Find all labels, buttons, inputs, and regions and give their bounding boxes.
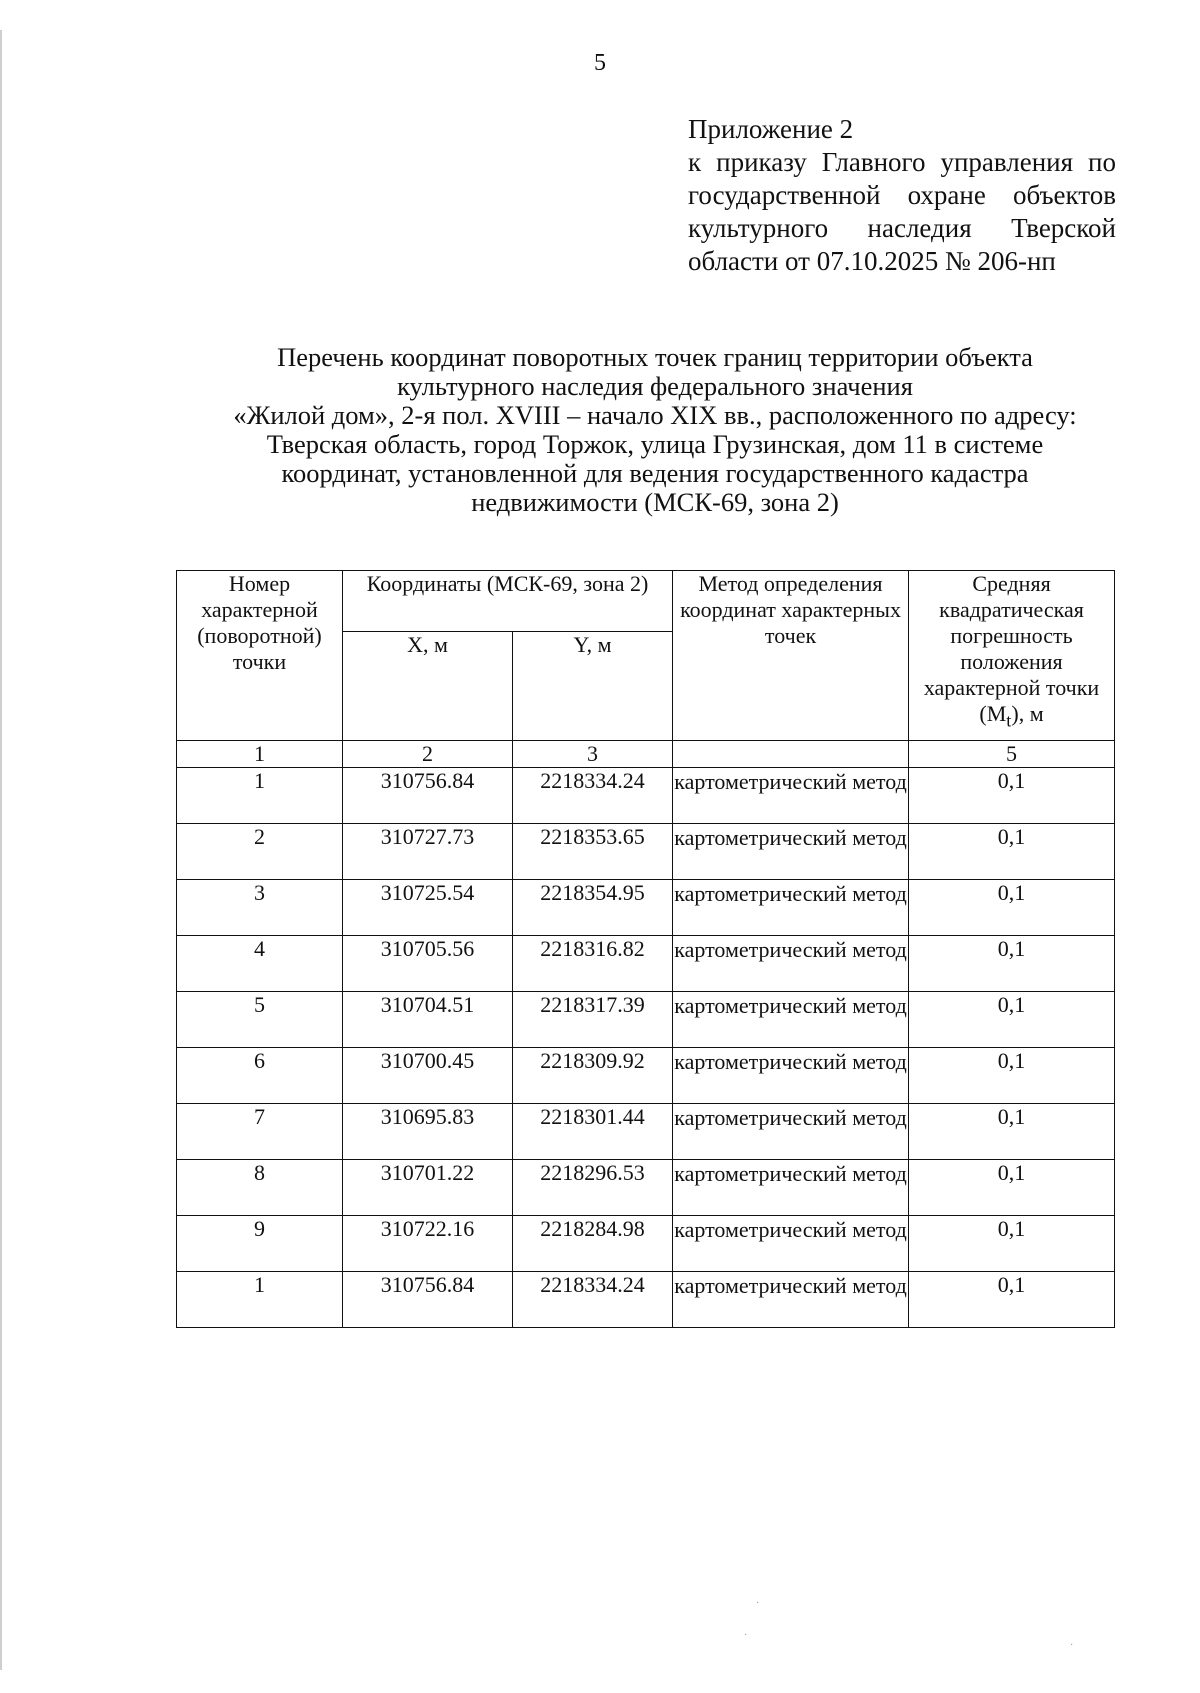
method-cell: картометрический метод: [673, 824, 909, 880]
error-cell: 0,1: [909, 992, 1115, 1048]
x-cell: 310704.51: [343, 992, 513, 1048]
y-cell: 2218296.53: [513, 1160, 673, 1216]
x-cell: 310695.83: [343, 1104, 513, 1160]
scan-speck: ·: [744, 1630, 748, 1641]
point-number-cell: 6: [177, 1048, 343, 1104]
method-cell: картометрический метод: [673, 1048, 909, 1104]
error-cell: 0,1: [909, 1272, 1115, 1328]
header-x: X, м: [343, 632, 513, 741]
point-number-cell: 5: [177, 992, 343, 1048]
title-line: «Жилой дом», 2-я пол. XVIII – начало XIX вв., расположенного по адресу:: [233, 400, 1077, 430]
table-row: [177, 880, 1115, 936]
error-cell: 0,1: [909, 1048, 1115, 1104]
y-cell: 2218284.98: [513, 1216, 673, 1272]
coordinates-table: [176, 570, 1115, 1328]
header-method: Метод определения координат характерных точек: [673, 571, 909, 741]
method-cell: картометрический метод: [673, 1160, 909, 1216]
point-number-cell: 9: [177, 1216, 343, 1272]
y-cell: 2218317.39: [513, 992, 673, 1048]
appendix-reference: к приказу Главного управления по государственной охране объектов культурного наследия Тверской области от 07.10.2025 № 206-нп: [688, 147, 1116, 276]
method-cell: картометрический метод: [673, 992, 909, 1048]
point-number-cell: 1: [177, 1272, 343, 1328]
error-cell: 0,1: [909, 880, 1115, 936]
table-row: [177, 1048, 1115, 1104]
y-cell: 2218334.24: [513, 768, 673, 824]
column-index-row: [177, 741, 1115, 768]
error-cell: 0,1: [909, 936, 1115, 992]
index-cell: 5: [909, 741, 1115, 768]
header-error-tail: ), м: [1011, 701, 1044, 726]
method-cell: картометрический метод: [673, 936, 909, 992]
y-cell: 2218353.65: [513, 824, 673, 880]
table-row: [177, 1160, 1115, 1216]
header-error-text: Средняя квадратическая погрешность положения характерной точки (M: [923, 571, 1100, 726]
table-row: [177, 992, 1115, 1048]
header-error-sub: t: [1006, 710, 1012, 731]
header-coordinates: Координаты (МСК-69, зона 2): [343, 571, 673, 632]
index-cell: 2: [343, 741, 513, 768]
y-cell: 2218316.82: [513, 936, 673, 992]
index-cell: 3: [513, 741, 673, 768]
table-row: [177, 1104, 1115, 1160]
error-cell: 0,1: [909, 824, 1115, 880]
x-cell: 310756.84: [343, 1272, 513, 1328]
y-cell: 2218301.44: [513, 1104, 673, 1160]
title-line: координат, установленной для ведения государственного кадастра: [281, 458, 1029, 488]
method-cell: картометрический метод: [673, 880, 909, 936]
index-cell: [673, 741, 909, 768]
title-line: Тверская область, город Торжок, улица Грузинская, дом 11 в системе: [266, 429, 1044, 459]
point-number-cell: 7: [177, 1104, 343, 1160]
x-cell: 310701.22: [343, 1160, 513, 1216]
point-number-cell: 4: [177, 936, 343, 992]
error-cell: 0,1: [909, 1216, 1115, 1272]
document-title: [160, 343, 1150, 517]
error-cell: 0,1: [909, 768, 1115, 824]
title-line: недвижимости (МСК-69, зона 2): [471, 487, 839, 517]
appendix-title: Приложение 2: [688, 114, 854, 144]
appendix-header: [688, 113, 1116, 278]
scan-speck: ·: [756, 1598, 760, 1609]
title-line: культурного наследия федерального значения: [397, 371, 913, 401]
error-cell: 0,1: [909, 1160, 1115, 1216]
error-cell: 0,1: [909, 1104, 1115, 1160]
method-cell: картометрический метод: [673, 1272, 909, 1328]
point-number-cell: 1: [177, 768, 343, 824]
scan-edge-line: [0, 30, 2, 1670]
page-number: 5: [594, 50, 606, 76]
index-cell: 1: [177, 741, 343, 768]
x-cell: 310725.54: [343, 880, 513, 936]
method-cell: картометрический метод: [673, 768, 909, 824]
table-row: [177, 824, 1115, 880]
y-cell: 2218334.24: [513, 1272, 673, 1328]
scan-speck: ·: [1070, 1640, 1074, 1651]
x-cell: 310727.73: [343, 824, 513, 880]
table-row: [177, 768, 1115, 824]
title-line: Перечень координат поворотных точек границ территории объекта: [277, 342, 1033, 372]
table-row: [177, 936, 1115, 992]
point-number-cell: 8: [177, 1160, 343, 1216]
method-cell: картометрический метод: [673, 1216, 909, 1272]
x-cell: 310756.84: [343, 768, 513, 824]
y-cell: 2218309.92: [513, 1048, 673, 1104]
x-cell: 310700.45: [343, 1048, 513, 1104]
point-number-cell: 3: [177, 880, 343, 936]
header-y: Y, м: [513, 632, 673, 741]
table-row: [177, 1272, 1115, 1328]
header-error: [909, 571, 1115, 741]
method-cell: картометрический метод: [673, 1104, 909, 1160]
point-number-cell: 2: [177, 824, 343, 880]
x-cell: 310705.56: [343, 936, 513, 992]
y-cell: 2218354.95: [513, 880, 673, 936]
table-row: [177, 1216, 1115, 1272]
header-point-number: Номер характерной (поворотной) точки: [177, 571, 343, 741]
x-cell: 310722.16: [343, 1216, 513, 1272]
